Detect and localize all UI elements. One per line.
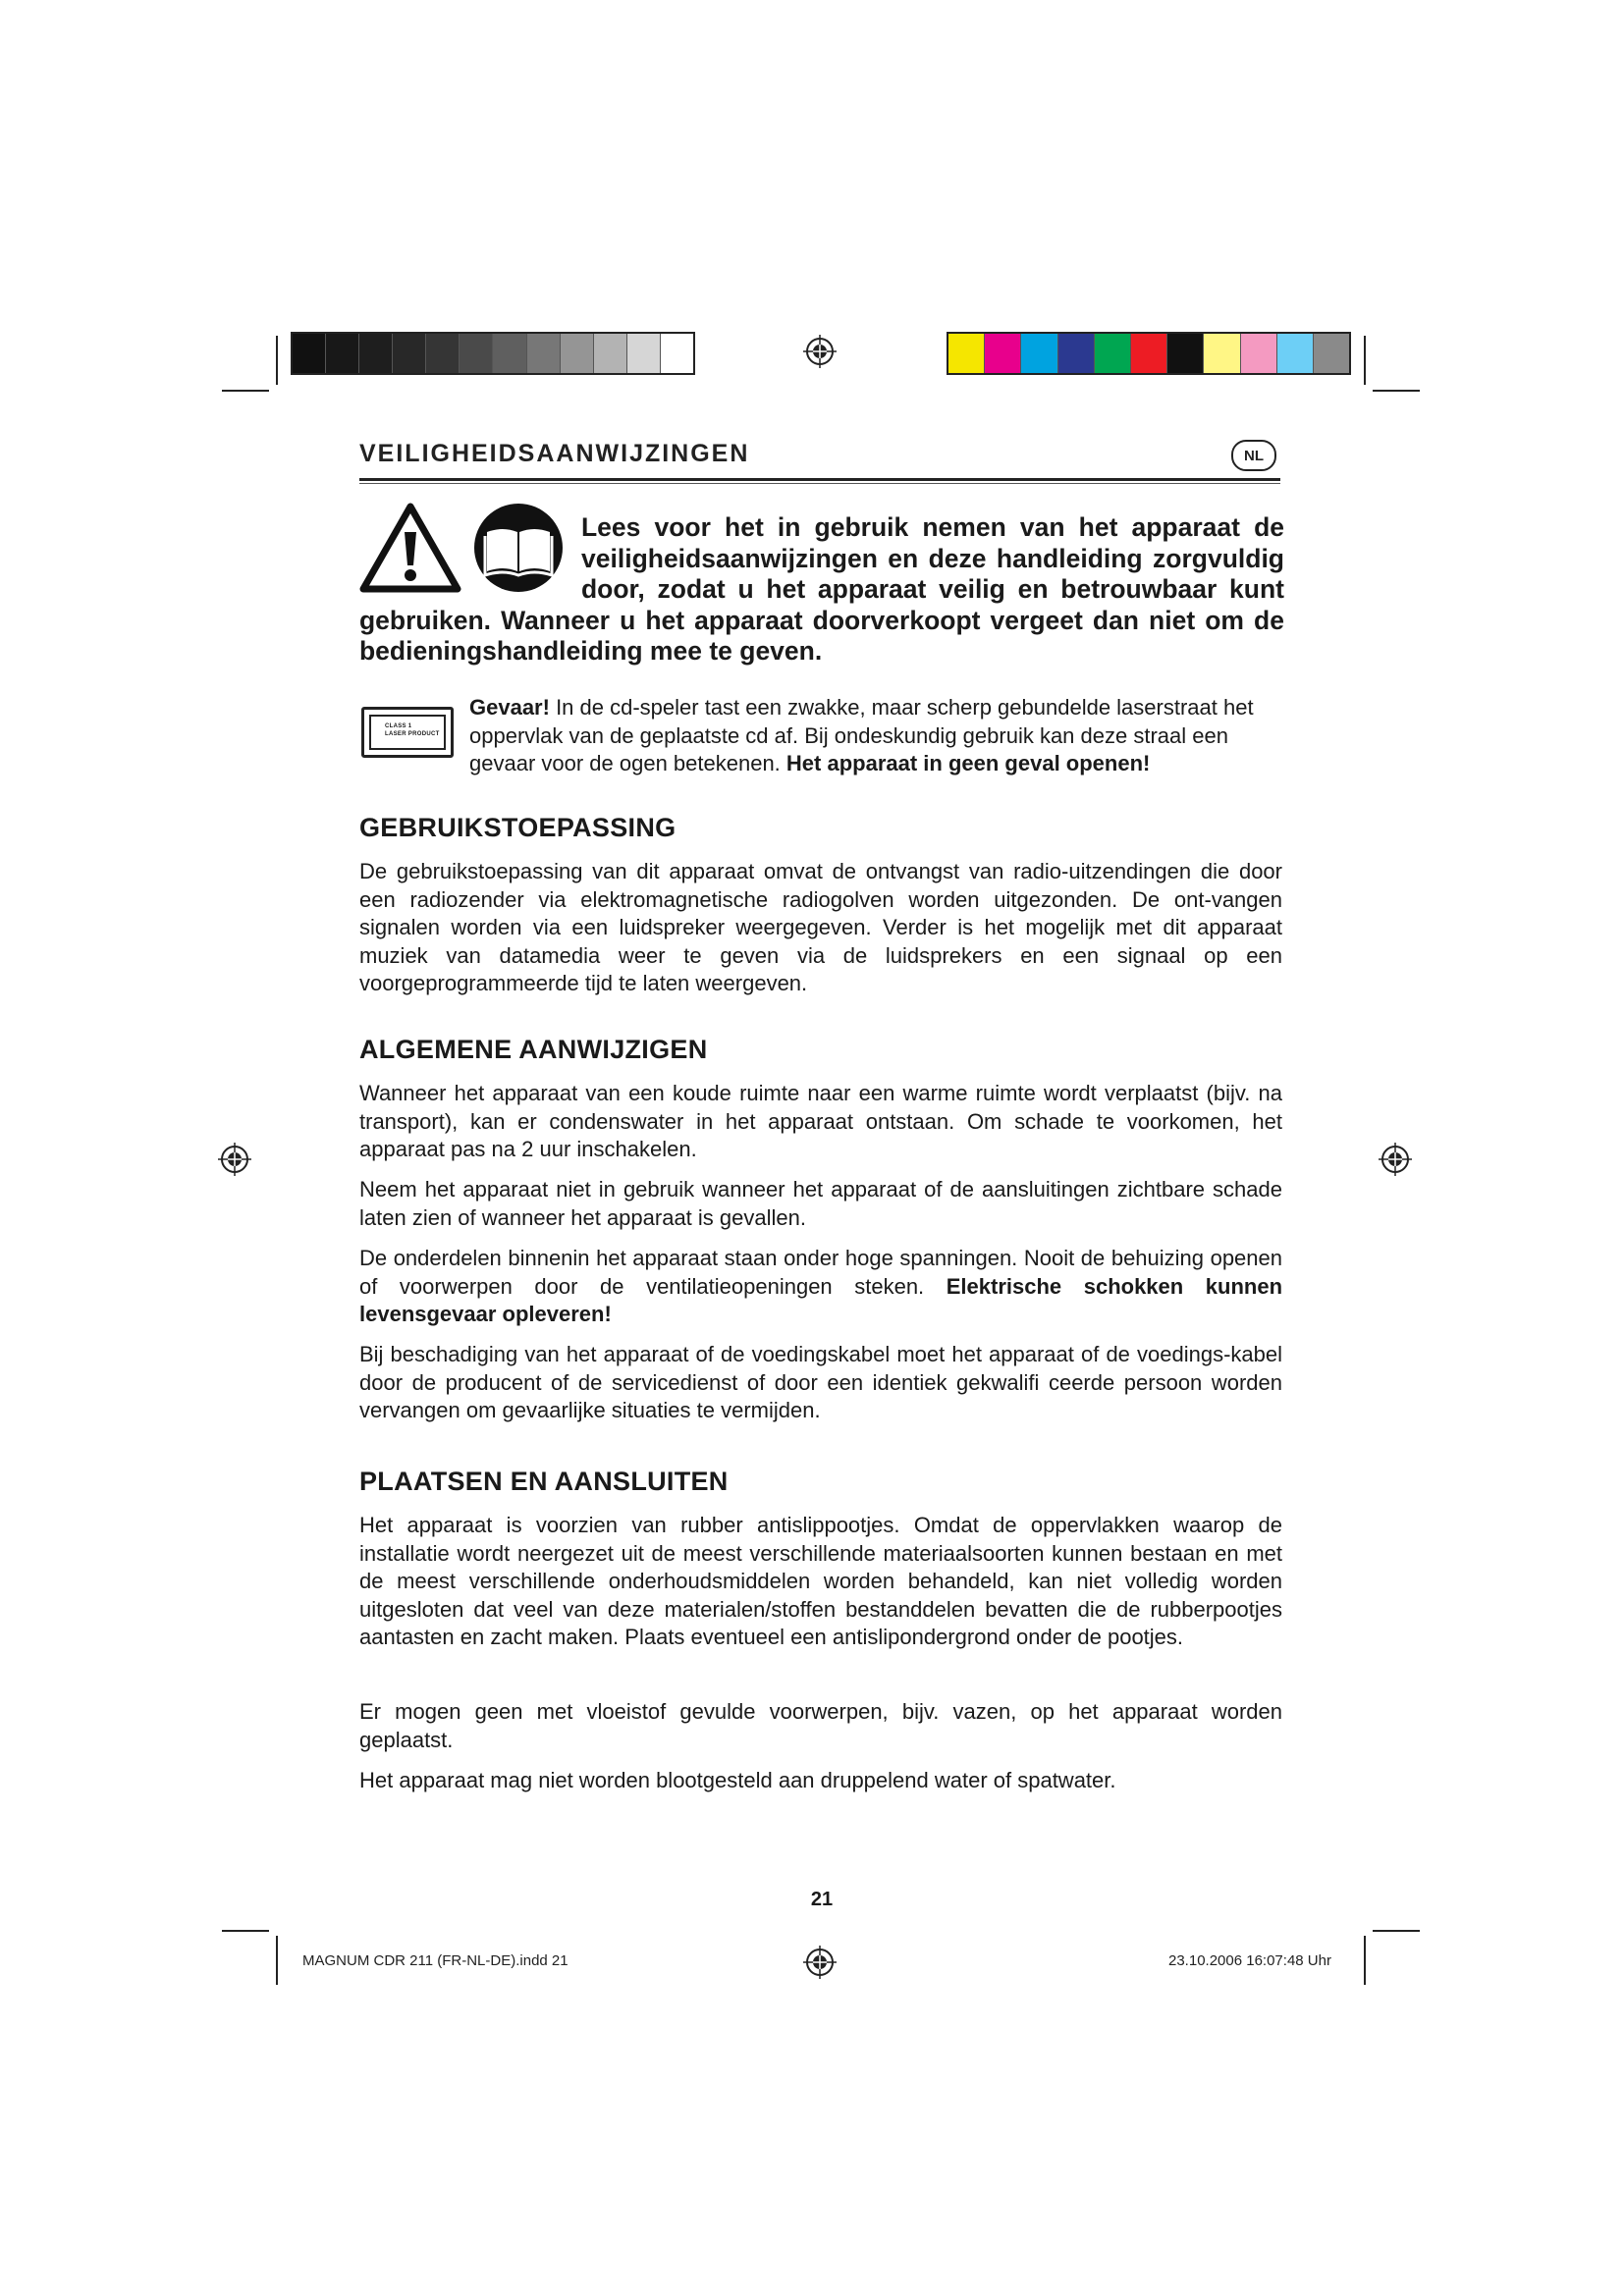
- header-rule: [359, 478, 1280, 481]
- color-swatch: [1241, 334, 1277, 373]
- gray-swatch: [527, 334, 561, 373]
- laser-class-label: [361, 707, 454, 758]
- gray-swatch: [359, 334, 393, 373]
- gray-swatch: [393, 334, 426, 373]
- section-title-general: ALGEMENE AANWIJZIGEN: [359, 1035, 708, 1064]
- crop-mark: [222, 1930, 269, 1932]
- registration-mark-icon: [803, 1946, 837, 1979]
- gray-swatch: [661, 334, 693, 373]
- general-paragraph-4: Bij beschadiging van het apparaat of de voedingskabel moet het apparaat of de voedings-kabel door de producent of de servicedienst of door een identiek gekwalifi ceerde persoon worden vervangen om gevaarlijke situaties te vermijden.: [359, 1342, 1282, 1423]
- intro-paragraph: [359, 512, 1284, 667]
- gray-swatch: [326, 334, 359, 373]
- placement-paragraph-1: Het apparaat is voorzien van rubber antislippootjes. Omdat de oppervlakken waarop de installatie wordt neergezet uit de meest verschillende materiaalsoorten kunnen bestaan en met de meest verschillende onderhoudsmiddelen worden behandeld, kan niet volledig worden uitgesloten dat veel van deze materialen/stoffen bestanddelen bevatten die de rubberpootjes aantasten en zacht maken. Plaats eventueel een antislipondergrond onder de pootjes.: [359, 1513, 1282, 1650]
- intro-text: Lees voor het in gebruik nemen van het apparaat de veiligheidsaanwijzingen en deze handleiding zorgvuldig door, zodat u het apparaat veilig en betrouwbaar kunt gebruiken. Wanneer u het apparaat doorverkoopt vergeet dan niet om de bedieningshandleiding mee te geven.: [359, 512, 1284, 666]
- header-rule-thin: [359, 483, 1280, 484]
- color-swatch: [1167, 334, 1204, 373]
- color-swatch: [1021, 334, 1057, 373]
- color-swatch: [1277, 334, 1314, 373]
- registration-mark-icon: [1379, 1143, 1412, 1176]
- placement-paragraph-2: Er mogen geen met vloeistof gevulde voorwerpen, bijv. vazen, op het apparaat worden geplaatst.: [359, 1699, 1282, 1752]
- color-swatch: [948, 334, 985, 373]
- color-swatch: [1095, 334, 1131, 373]
- crop-mark: [1364, 1936, 1366, 1985]
- general-paragraph-1: Wanneer het apparaat van een koude ruimte naar een warme ruimte wordt verplaatst (bijv. na transport), kan er condenswater in het apparaat ontstaan. Om schade te voorkomen, het apparaat pas na 2 uur inschakelen.: [359, 1081, 1282, 1162]
- color-swatch: [985, 334, 1021, 373]
- gray-swatch: [293, 334, 326, 373]
- laser-label-line1: CLASS 1: [385, 723, 412, 729]
- crop-mark: [276, 336, 278, 385]
- general-paragraph-3: [359, 1245, 1282, 1329]
- gray-swatch: [460, 334, 493, 373]
- grayscale-calibration-bar: [291, 332, 695, 375]
- crop-mark: [222, 390, 269, 392]
- language-badge: NL: [1231, 440, 1276, 471]
- page-number: 21: [810, 1889, 834, 1910]
- color-swatch: [1131, 334, 1167, 373]
- registration-mark-icon: [218, 1143, 251, 1176]
- laser-warning-body: In de cd-speler tast een zwakke, maar scherp gebundelde laserstraat het oppervlak van de geplaatste cd af. Bij ondeskundig gebruik kan deze straal een gevaar voor de ogen betekenen.: [469, 695, 1254, 776]
- crop-mark: [276, 1936, 278, 1985]
- color-calibration-bar: [947, 332, 1351, 375]
- color-swatch: [1058, 334, 1095, 373]
- placement-paragraph-3: Het apparaat mag niet worden blootgesteld aan druppelend water of spatwater.: [359, 1768, 1116, 1792]
- crop-mark: [1373, 390, 1420, 392]
- section-title-usage: GEBRUIKSTOEPASSING: [359, 813, 677, 842]
- gray-swatch: [627, 334, 661, 373]
- gray-swatch: [561, 334, 594, 373]
- laser-label-line2: LASER PRODUCT: [385, 731, 440, 737]
- general-paragraph-3-emphasis: Elektrische schokken kunnen levensgevaar opleveren!: [359, 1273, 1283, 1327]
- gray-swatch: [426, 334, 460, 373]
- color-swatch: [1204, 334, 1240, 373]
- color-swatch: [1314, 334, 1349, 373]
- crop-mark: [1373, 1930, 1420, 1932]
- print-slug-date: 23.10.2006 16:07:48 Uhr: [1168, 1952, 1331, 1969]
- section-title-placement: PLAATSEN EN AANSLUITEN: [359, 1467, 729, 1496]
- laser-warning-emphasis: Het apparaat in geen geval openen!: [785, 751, 1151, 776]
- general-paragraph-2: Neem het apparaat niet in gebruik wanneer het apparaat of de aansluitingen zichtbare schade laten zien of wanneer het apparaat is gevallen.: [359, 1177, 1282, 1230]
- gray-swatch: [594, 334, 627, 373]
- usage-paragraph: De gebruikstoepassing van dit apparaat omvat de ontvangst van radio-uitzendingen die door een radiozender via elektromagnetische radiogolven worden uitgezonden. De ont-vangen signalen worden via een luidspreker weergegeven. Verder is het mogelijk met dit apparaat muziek van datamedia weer te geven via de luidsprekers en een signaal op een voorgeprogrammeerde tijd te laten weergeven.: [359, 859, 1282, 996]
- gray-swatch: [493, 334, 526, 373]
- laser-warning-lead: Gevaar!: [469, 695, 550, 720]
- page-title: VEILIGHEIDSAANWIJZINGEN: [359, 440, 750, 467]
- crop-mark: [1364, 336, 1366, 385]
- registration-mark-icon: [803, 335, 837, 368]
- print-slug-file: MAGNUM CDR 211 (FR-NL-DE).indd 21: [302, 1952, 568, 1969]
- general-paragraph-3-text: De onderdelen binnenin het apparaat staan onder hoge spanningen. Nooit de behuizing openen of voorwerpen door de ventilatieopeningen steken.: [359, 1246, 1282, 1299]
- laser-warning-text: [469, 694, 1282, 778]
